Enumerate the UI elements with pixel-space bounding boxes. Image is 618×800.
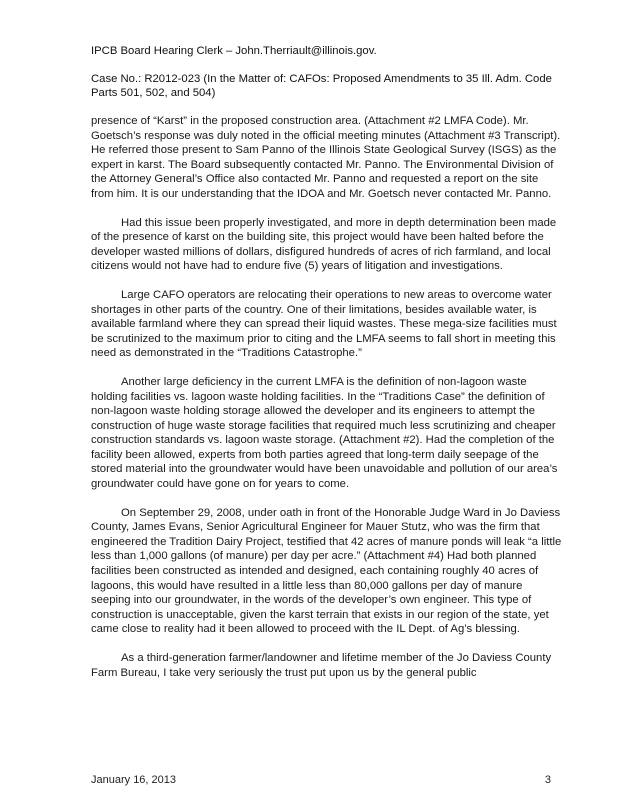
paragraph-lagoon-definition: Another large deficiency in the current LMFA is the definition of non-lagoon waste holding facilities vs. lagoon waste holding facilities. In the “Traditions Case” the definition of non-lagoon waste holding storage allowed the developer and its engineers to attempt the construction of huge waste storage facilities that required much less scrutinizing and cheaper construction standards vs. lagoon waste storage. (Attachment #2). Had the completion of the facility been allowed, experts from both parties agreed that long-term daily seepage of the stored material into the groundwater would have been unavoidable and pollution of our area’s groundwater could have gone on for years to come. (91, 375, 558, 491)
paragraph-karst-presence: presence of “Karst” in the proposed construction area. (Attachment #2 LMFA Code). Mr. Goetsch’s response was duly noted in the official meeting minutes (Attachment #3 Transcript). He referred those present to Sam Panno of the Illinois State Geological Survey (ISGS) as the expert in karst. The Board subsequently contacted Mr. Panno. The Environmental Division of the Attorney General’s Office also contacted Mr. Panno and requested a report on the site from him. It is our understanding that the IDOA and Mr. Goetsch never contacted Mr. Panno. (91, 115, 561, 200)
recipient-line: IPCB Board Hearing Clerk – John.Therriault@illinois.gov. (91, 45, 377, 57)
page-number: 3 (544, 774, 551, 786)
paragraph-cafo-relocation: Large CAFO operators are relocating their operations to new areas to overcome water shortages in other parts of the country. One of their limitations, besides available water, is available farmland where they can spread their liquid wastes. These mega-size facilities must be scrutinized to the maximum prior to citing and the LMFA seems to fall short in meeting this need as demonstrated in the “Traditions Catastrophe.” (91, 288, 557, 360)
footer-date: January 16, 2013 (91, 774, 177, 786)
case-reference: Case No.: R2012-023 (In the Matter of: CAFOs: Proposed Amendments to 35 Ill. Adm. Code Parts 501, 502, and 504) (91, 73, 552, 99)
paragraph-testimony: On September 29, 2008, under oath in front of the Honorable Judge Ward in Jo Daviess County, James Evans, Senior Agricultural Engineer for Mauer Stutz, who was the firm that engineered the Tradition Dairy Project, testified that 42 acres of manure ponds will leak “a little less than 1,000 gallons (of manure) per day per acre.” (Attachment #4) Had both planned facilities been constructed as intended and designed, each containing roughly 40 acres of lagoons, this would have resulted in a little less than 80,000 gallons per day of manure seeping into our groundwater, in the words of the developer’s own engineer. This type of construction is unacceptable, given the karst terrain that exists in our region of the state, yet came close to reality had it been allowed to proceed with the IL Dept. of Ag’s blessing. (91, 506, 562, 636)
paragraph-investigation: Had this issue been properly investigated, and more in depth determination been made of the presence of karst on the building site, this project would have been halted before the developer wasted millions of dollars, disfigured hundreds of acres of rich farmland, and local citizens would not have had to endure five (5) years of litigation and investigations. (91, 216, 557, 273)
paragraph-farmer-trust: As a third-generation farmer/landowner and lifetime member of the Jo Daviess County Farm Bureau, I take very seriously the trust put upon us by the general public (91, 652, 552, 679)
document-body (91, 114, 563, 694)
